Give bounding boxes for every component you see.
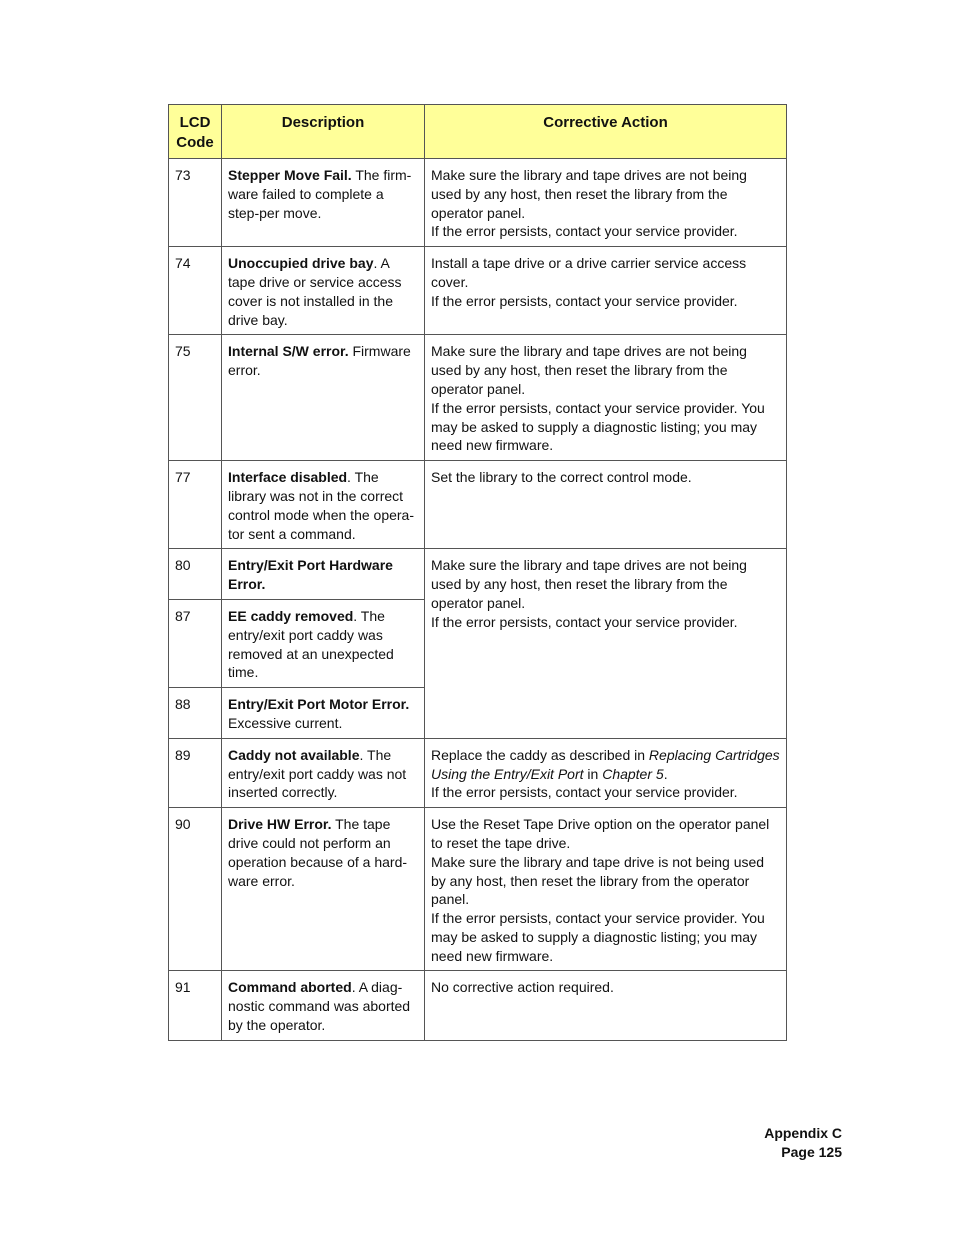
table-row	[169, 461, 787, 549]
lcd-code: 87	[169, 599, 222, 687]
header-corrective-action: Corrective Action	[425, 105, 787, 159]
action-text: Set the library to the correct control mode.	[431, 469, 692, 486]
cross-reference-link: Replacing Cartridges Using the Entry/Exit Port	[431, 746, 780, 782]
corrective-action	[425, 808, 787, 971]
error-detail: Firmware error.	[228, 343, 411, 379]
corrective-action	[425, 971, 787, 1040]
error-title: Command aborted	[228, 979, 352, 996]
error-title: Internal S/W error.	[228, 343, 349, 360]
error-detail: . The entry/exit port caddy was removed at an unexpected time.	[228, 607, 394, 681]
table-row	[169, 335, 787, 461]
error-detail: The tape drive could not perform an operation because of a hard-ware error.	[228, 816, 408, 889]
lcd-code: 73	[169, 159, 222, 247]
lcd-code: 88	[169, 688, 222, 739]
action-text: Install a tape drive or a drive carrier service access cover.	[431, 255, 747, 290]
error-title: EE caddy removed	[228, 607, 354, 624]
lcd-code: 77	[169, 461, 222, 549]
error-title: Entry/Exit Port Motor Error.	[228, 696, 410, 713]
corrective-action	[425, 159, 787, 247]
error-description	[222, 461, 425, 549]
error-title: Drive HW Error.	[228, 816, 332, 833]
lcd-code-table	[168, 104, 787, 1041]
appendix-label: Appendix C	[764, 1125, 842, 1141]
error-description	[222, 549, 425, 600]
lcd-code: 89	[169, 738, 222, 807]
action-text: No corrective action required.	[431, 979, 614, 996]
header-description: Description	[222, 105, 425, 159]
action-text: Make sure the library and tape drives are not being used by any host, then reset the library from the operator panel.	[431, 557, 747, 611]
error-description	[222, 159, 425, 247]
lcd-code: 91	[169, 971, 222, 1040]
lcd-code: 80	[169, 549, 222, 600]
lcd-code: 90	[169, 808, 222, 971]
corrective-action	[425, 738, 787, 807]
error-detail: . The library was not in the correct control mode when the opera-tor sent a command.	[228, 469, 414, 542]
error-title: Interface disabled	[228, 469, 348, 486]
table-row	[169, 159, 787, 247]
action-text: If the error persists, contact your service provider.	[431, 784, 738, 801]
action-text: Make sure the library and tape drives are not being used by any host, then reset the library from the operator panel.	[431, 167, 747, 221]
action-text: Make sure the library and tape drives are not being used by any host, then reset the library from the operator panel.	[431, 343, 747, 397]
error-title: Unoccupied drive bay	[228, 255, 374, 272]
action-text: If the error persists, contact your service provider.	[431, 613, 738, 630]
error-description	[222, 738, 425, 807]
action-text-part: Replace the caddy as described in	[431, 746, 649, 763]
table-row	[169, 971, 787, 1040]
action-text: If the error persists, contact your service provider.	[431, 223, 738, 240]
error-detail: Excessive current.	[228, 714, 343, 731]
lcd-code: 75	[169, 335, 222, 461]
header-lcd-code: LCD Code	[169, 105, 222, 159]
error-title: Stepper Move Fail.	[228, 167, 352, 183]
error-detail: The firm-ware failed to complete a step-per move.	[228, 167, 412, 221]
error-description	[222, 247, 425, 335]
action-text-part: in	[583, 765, 603, 782]
corrective-action	[425, 549, 787, 738]
action-text-part: .	[663, 765, 668, 782]
table-header-row	[169, 105, 787, 159]
error-description	[222, 335, 425, 461]
action-text: Use the Reset Tape Drive option on the operator panel to reset the tape drive.	[431, 816, 770, 851]
error-title: Caddy not available	[228, 746, 360, 763]
action-text: If the error persists, contact your service provider. You may be asked to supply a diagnostic listing; you may need new firmware.	[431, 399, 765, 454]
page-number: Page 125	[781, 1144, 842, 1160]
error-detail: . A tape drive or service access cover is not installed in the drive bay.	[228, 255, 402, 328]
table-row	[169, 247, 787, 335]
action-text: If the error persists, contact your service provider.	[431, 292, 738, 309]
page-footer	[764, 1124, 842, 1162]
corrective-action	[425, 461, 787, 549]
action-text: If the error persists, contact your service provider. You may be asked to supply a diagnostic listing; you may need new firmware.	[431, 910, 765, 964]
error-description	[222, 808, 425, 971]
lcd-code: 74	[169, 247, 222, 335]
chapter-reference: Chapter 5	[602, 765, 664, 782]
action-text	[431, 746, 780, 784]
table-row	[169, 549, 787, 600]
error-title: Entry/Exit Port Hardware Error.	[228, 557, 393, 593]
action-text: Make sure the library and tape drive is not being used by any host, then reset the library from the operator panel.	[431, 853, 765, 908]
error-description	[222, 971, 425, 1040]
error-description	[222, 688, 425, 739]
error-detail: . The entry/exit port caddy was not inserted correctly.	[228, 746, 407, 801]
table-row	[169, 808, 787, 971]
corrective-action	[425, 335, 787, 461]
table-row	[169, 738, 787, 807]
corrective-action	[425, 247, 787, 335]
error-description	[222, 599, 425, 687]
error-detail: . A diag-nostic command was aborted by the operator.	[228, 979, 411, 1034]
